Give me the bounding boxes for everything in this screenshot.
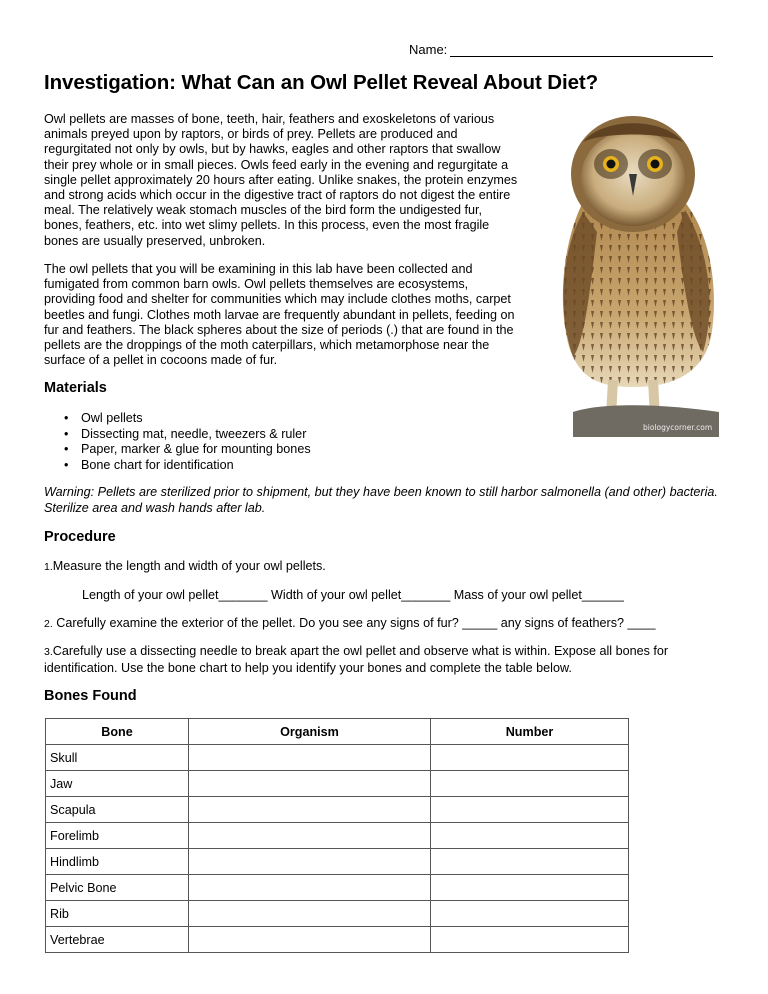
- number-cell[interactable]: [431, 927, 629, 953]
- organism-cell[interactable]: [189, 771, 431, 797]
- step-text: Measure the length and width of your owl pellets.: [52, 559, 326, 573]
- step-number: 2.: [44, 618, 53, 630]
- materials-list: [64, 411, 311, 473]
- image-watermark: biologycorner.com: [643, 423, 713, 432]
- step-text: Carefully examine the exterior of the pellet. Do you see any signs of fur? _____ any signs of feathers? ____: [52, 616, 656, 630]
- step-number: 1.: [44, 561, 53, 573]
- bones-found-heading: Bones Found: [44, 688, 137, 704]
- number-cell[interactable]: [431, 875, 629, 901]
- table-row: [46, 797, 629, 823]
- list-item: • Paper, marker & glue for mounting bones: [64, 442, 311, 458]
- number-cell[interactable]: [431, 901, 629, 927]
- list-item: • Dissecting mat, needle, tweezers & ruler: [64, 427, 311, 443]
- organism-cell[interactable]: [189, 927, 431, 953]
- intro-paragraph-1: Owl pellets are masses of bone, teeth, hair, feathers and exoskeletons of various animals preyed upon by raptors, or birds of prey. Pellets are produced and regurgitated not only by owls, but by hawks, eagles and other raptors that swallow their prey whole or in small pieces. Owls feed early in the evening and regurgitate a single pellet approximately 20 hours after eating. Unlike snakes, the protein enzymes and strong acids which occur in the digestive tract of raptors do not digest the entire meal. The relatively weak stomach muscles of the bird form the undigested fur, bones, feathers, etc. into wet slimy pellets. In this process, even the most fragile bones are usually preserved, unbroken.: [44, 112, 518, 248]
- organism-cell[interactable]: [189, 849, 431, 875]
- bone-cell: Pelvic Bone: [46, 875, 189, 901]
- organism-cell[interactable]: [189, 901, 431, 927]
- page-title: Investigation: What Can an Owl Pellet Reveal About Diet?: [44, 71, 599, 94]
- list-item: • Owl pellets: [64, 411, 311, 427]
- bone-cell: Skull: [46, 745, 189, 771]
- table-row: [46, 875, 629, 901]
- number-cell[interactable]: [431, 823, 629, 849]
- organism-cell[interactable]: [189, 823, 431, 849]
- procedure-step-3: [44, 644, 724, 676]
- column-header-bone: Bone: [46, 719, 189, 745]
- number-cell[interactable]: [431, 797, 629, 823]
- number-cell[interactable]: [431, 745, 629, 771]
- table-row: [46, 745, 629, 771]
- table-row: [46, 927, 629, 953]
- table-row: [46, 823, 629, 849]
- name-field[interactable]: [409, 42, 713, 57]
- procedure-heading: Procedure: [44, 529, 116, 545]
- bone-cell: Jaw: [46, 771, 189, 797]
- column-header-organism: Organism: [189, 719, 431, 745]
- procedure-step-2: [44, 616, 724, 633]
- procedure-step-1: [44, 559, 724, 576]
- bone-cell: Vertebrae: [46, 927, 189, 953]
- intro-paragraph-2: The owl pellets that you will be examining in this lab have been collected and fumigated from common barn owls. Owl pellets themselves are ecosystems, providing food and shelter for communities which may include clothes moths, carpet beetles and fungi. Clothes moth larvae are frequently abundant in pellets, feeding on fur and feathers. The black spheres about the size of periods (.) that are found in the pellets are the droppings of the moth caterpillars, which metamorphose near the surface of a pellet in cocoons made of fur.: [44, 262, 515, 368]
- warning-text: Warning: Pellets are sterilized prior to shipment, but they have been known to still harbor salmonella (and other) bacteria. Sterilize area and wash hands after lab.: [44, 485, 718, 515]
- materials-heading: Materials: [44, 380, 107, 396]
- bone-cell: Rib: [46, 901, 189, 927]
- table-header-row: [46, 719, 629, 745]
- table-row: [46, 771, 629, 797]
- step-number: 3.: [44, 646, 53, 658]
- measurement-line[interactable]: Length of your owl pellet_______ Width of your owl pellet_______ Mass of your owl pellet______: [82, 588, 624, 602]
- name-label: Name:: [409, 42, 448, 57]
- organism-cell[interactable]: [189, 745, 431, 771]
- step-text: Carefully use a dissecting needle to break apart the owl pellet and observe what is within. Expose all bones for identification. Use the bone chart to help you identify your bones and complete the table below.: [44, 644, 669, 675]
- bone-cell: Scapula: [46, 797, 189, 823]
- bone-cell: Hindlimb: [46, 849, 189, 875]
- bones-table: [45, 718, 629, 953]
- column-header-number: Number: [431, 719, 629, 745]
- list-item: • Bone chart for identification: [64, 458, 311, 474]
- number-cell[interactable]: [431, 849, 629, 875]
- number-cell[interactable]: [431, 771, 629, 797]
- bone-cell: Forelimb: [46, 823, 189, 849]
- table-row: [46, 901, 629, 927]
- organism-cell[interactable]: [189, 875, 431, 901]
- organism-cell[interactable]: [189, 797, 431, 823]
- owl-photo: [543, 112, 719, 437]
- table-row: [46, 849, 629, 875]
- name-blank-line[interactable]: [450, 43, 713, 57]
